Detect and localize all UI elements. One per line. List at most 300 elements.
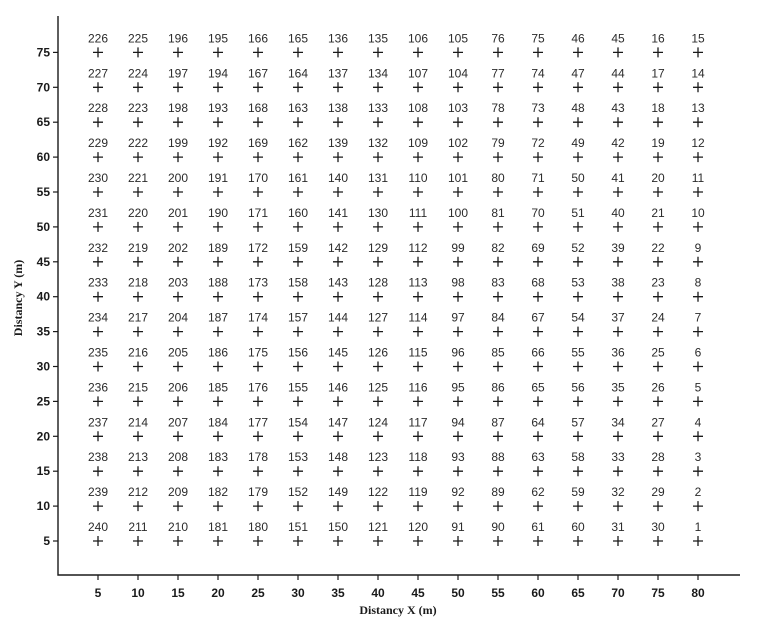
plot-point	[208, 450, 228, 476]
plot-point	[531, 485, 545, 511]
plus-marker	[373, 292, 383, 302]
plot-point	[368, 450, 388, 476]
plus-marker	[693, 187, 703, 197]
point-label: 191	[207, 171, 229, 185]
plot-point	[368, 346, 388, 372]
plus-marker	[453, 187, 463, 197]
point-label: 181	[207, 520, 229, 534]
point-label: 83	[491, 275, 505, 290]
plot-point	[88, 206, 108, 232]
point-label: 63	[531, 450, 545, 465]
plot-point	[288, 450, 308, 476]
plus-marker	[253, 536, 263, 546]
plus-marker	[213, 431, 223, 441]
plot-point	[368, 101, 388, 127]
plus-marker	[693, 292, 703, 302]
plot-point	[408, 311, 427, 337]
point-label: 202	[167, 240, 189, 255]
plus-marker	[653, 327, 663, 337]
plus-marker	[693, 152, 703, 162]
plot-point	[491, 136, 505, 162]
point-label: 116	[408, 380, 428, 395]
plot-point	[611, 485, 625, 511]
plus-marker	[333, 257, 343, 267]
point-label: 117	[408, 415, 428, 430]
plus-marker	[493, 466, 503, 476]
point-label: 101	[447, 171, 469, 185]
plus-marker	[133, 47, 143, 57]
plot-point	[208, 520, 228, 546]
y-axis-ticks	[37, 45, 58, 548]
point-label: 73	[531, 101, 545, 116]
point-label: 219	[127, 240, 149, 255]
plot-point	[408, 66, 428, 92]
plot-point	[88, 520, 108, 546]
plot-point	[368, 31, 388, 57]
plus-marker	[253, 501, 263, 511]
plus-marker	[293, 466, 303, 476]
plot-point	[248, 31, 268, 57]
plot-point	[651, 66, 665, 92]
plot-point	[491, 101, 505, 127]
plus-marker	[293, 292, 303, 302]
plus-marker	[373, 431, 383, 441]
point-label: 12	[691, 136, 705, 151]
plus-marker	[253, 396, 263, 406]
point-label: 8	[694, 275, 702, 290]
plus-marker	[333, 222, 343, 232]
point-label: 26	[651, 380, 665, 395]
plot-point	[128, 311, 148, 337]
plus-marker	[173, 82, 183, 92]
point-label: 192	[207, 136, 229, 151]
plot-point	[168, 136, 188, 162]
point-label: 69	[531, 240, 545, 255]
plus-marker	[453, 82, 463, 92]
plus-marker	[613, 117, 623, 127]
plot-point	[328, 31, 348, 57]
point-label: 47	[571, 66, 585, 81]
plot-point	[88, 346, 108, 372]
point-label: 57	[571, 415, 585, 430]
plot-point	[248, 485, 268, 511]
point-label: 110	[408, 171, 428, 185]
plus-marker	[173, 222, 183, 232]
plus-marker	[93, 431, 103, 441]
plot-point	[328, 171, 348, 197]
plus-marker	[693, 466, 703, 476]
plus-marker	[613, 536, 623, 546]
plot-point	[531, 241, 545, 267]
point-label: 24	[651, 310, 665, 325]
plot-point	[651, 171, 665, 197]
point-label: 130	[367, 205, 389, 220]
plus-marker	[93, 396, 103, 406]
point-label: 115	[408, 345, 428, 360]
plot-point	[208, 241, 228, 267]
plus-marker	[533, 187, 543, 197]
plus-marker	[573, 152, 583, 162]
y-tick-label: 40	[36, 289, 50, 304]
plus-marker	[653, 152, 663, 162]
point-label: 39	[611, 240, 625, 255]
plot-point	[328, 415, 348, 441]
plot-points	[88, 31, 705, 546]
point-label: 136	[327, 31, 349, 46]
point-label: 78	[491, 101, 505, 116]
plus-marker	[93, 47, 103, 57]
plus-marker	[533, 82, 543, 92]
plot-point	[451, 485, 465, 511]
plot-point	[408, 520, 428, 546]
plus-marker	[173, 396, 183, 406]
point-label: 54	[571, 310, 585, 325]
point-label: 65	[531, 380, 545, 395]
point-label: 193	[207, 101, 229, 116]
plus-marker	[453, 466, 463, 476]
plot-point	[531, 276, 545, 302]
point-label: 30	[651, 520, 665, 534]
plot-point	[693, 311, 703, 337]
point-label: 96	[451, 345, 465, 360]
plus-marker	[373, 257, 383, 267]
point-label: 106	[407, 31, 429, 46]
point-label: 118	[408, 450, 428, 465]
point-label: 153	[287, 450, 309, 465]
plus-marker	[573, 501, 583, 511]
plot-point	[368, 241, 388, 267]
plot-point	[571, 206, 585, 232]
point-label: 123	[367, 450, 389, 465]
point-label: 171	[247, 205, 269, 220]
plus-marker	[373, 466, 383, 476]
plus-marker	[133, 257, 143, 267]
point-label: 151	[287, 520, 309, 534]
plot-point	[88, 311, 108, 337]
plus-marker	[493, 257, 503, 267]
point-label: 184	[207, 415, 229, 430]
plot-point	[571, 171, 585, 197]
y-axis-title: Distancy Y (m)	[11, 259, 25, 337]
x-axis-title: Distancy X (m)	[359, 603, 437, 617]
plot-point	[611, 136, 625, 162]
point-label: 112	[408, 240, 428, 255]
point-label: 32	[611, 485, 625, 500]
point-label: 238	[87, 450, 109, 465]
plus-marker	[333, 362, 343, 372]
plus-marker	[293, 152, 303, 162]
plus-marker	[373, 501, 383, 511]
plus-marker	[693, 362, 703, 372]
plot-point	[611, 311, 625, 337]
plot-point	[651, 311, 665, 337]
point-label: 210	[167, 520, 189, 534]
x-tick-label: 30	[291, 586, 305, 600]
plus-marker	[533, 466, 543, 476]
plus-marker	[613, 152, 623, 162]
plus-marker	[653, 431, 663, 441]
plus-marker	[93, 501, 103, 511]
point-label: 195	[207, 31, 229, 46]
point-label: 52	[571, 240, 585, 255]
point-label: 183	[207, 450, 229, 465]
plus-marker	[573, 292, 583, 302]
plus-marker	[693, 501, 703, 511]
plot-point	[531, 415, 545, 441]
plot-point	[288, 31, 308, 57]
point-label: 79	[491, 136, 505, 151]
point-label: 48	[571, 101, 585, 116]
point-label: 150	[327, 520, 349, 534]
point-label: 77	[491, 66, 505, 81]
plus-marker	[453, 222, 463, 232]
plot-point	[571, 380, 585, 406]
plus-marker	[413, 327, 423, 337]
point-label: 70	[531, 205, 545, 220]
plot-point	[611, 66, 625, 92]
plot-point	[328, 241, 348, 267]
plot-point	[288, 520, 308, 546]
point-label: 222	[127, 136, 149, 151]
point-label: 95	[451, 380, 465, 395]
x-tick-label: 65	[571, 586, 585, 600]
plot-point	[208, 311, 228, 337]
plot-point	[368, 520, 388, 546]
plus-marker	[213, 501, 223, 511]
plus-marker	[533, 292, 543, 302]
point-label: 149	[327, 485, 349, 500]
plus-marker	[493, 82, 503, 92]
plot-point	[491, 346, 505, 372]
point-label: 131	[367, 171, 389, 185]
point-label: 205	[167, 345, 189, 360]
point-label: 19	[651, 136, 665, 151]
plot-point	[128, 241, 148, 267]
plus-marker	[333, 327, 343, 337]
point-label: 182	[207, 485, 229, 500]
plus-marker	[213, 82, 223, 92]
point-label: 59	[571, 485, 585, 500]
plot-point	[651, 520, 665, 546]
plot-point	[88, 136, 108, 162]
point-label: 53	[571, 275, 585, 290]
plus-marker	[293, 47, 303, 57]
plot-point	[88, 31, 108, 57]
plus-marker	[493, 362, 503, 372]
point-label: 9	[694, 240, 702, 255]
plus-marker	[613, 431, 623, 441]
x-tick-label: 45	[411, 586, 425, 600]
point-label: 155	[287, 380, 309, 395]
point-label: 124	[367, 415, 389, 430]
plus-marker	[573, 222, 583, 232]
plot-point	[693, 520, 703, 546]
plot-point	[448, 66, 468, 92]
plot-point	[531, 31, 545, 57]
plot-point	[611, 101, 625, 127]
plot-point	[128, 276, 148, 302]
plot-point	[208, 415, 228, 441]
plot-point	[451, 346, 465, 372]
plus-marker	[293, 501, 303, 511]
point-label: 164	[287, 66, 309, 81]
plot-point	[651, 101, 665, 127]
plus-marker	[693, 82, 703, 92]
point-label: 174	[247, 310, 269, 325]
plot-point	[408, 450, 427, 476]
plus-marker	[653, 396, 663, 406]
point-label: 45	[611, 31, 625, 46]
point-label: 156	[287, 345, 309, 360]
point-label: 34	[611, 415, 625, 430]
chart-axes	[58, 16, 740, 575]
plus-marker	[573, 327, 583, 337]
plot-point	[571, 66, 585, 92]
plus-marker	[173, 292, 183, 302]
point-label: 35	[611, 380, 625, 395]
plus-marker	[653, 501, 663, 511]
plus-marker	[453, 536, 463, 546]
plot-point	[168, 415, 188, 441]
plus-marker	[293, 117, 303, 127]
plus-marker	[413, 82, 423, 92]
plot-point	[248, 241, 268, 267]
point-label: 139	[327, 136, 349, 151]
plot-point	[531, 206, 545, 232]
plus-marker	[93, 536, 103, 546]
plot-point	[168, 485, 188, 511]
plot-point	[448, 136, 468, 162]
plot-point	[451, 415, 465, 441]
point-label: 232	[87, 240, 109, 255]
plot-point	[691, 31, 705, 57]
plot-point	[328, 206, 348, 232]
point-label: 111	[408, 205, 428, 220]
plus-marker	[573, 82, 583, 92]
point-label: 74	[531, 66, 545, 81]
point-label: 33	[611, 450, 625, 465]
point-label: 128	[367, 275, 389, 290]
plus-marker	[413, 396, 423, 406]
plot-point	[208, 66, 228, 92]
plus-marker	[373, 117, 383, 127]
point-label: 75	[531, 31, 545, 46]
point-label: 147	[327, 415, 349, 430]
point-label: 235	[87, 345, 109, 360]
point-label: 221	[127, 171, 149, 185]
plot-point	[571, 101, 585, 127]
point-label: 38	[611, 275, 625, 290]
plus-marker	[253, 117, 263, 127]
plus-marker	[573, 536, 583, 546]
plus-marker	[453, 257, 463, 267]
plus-marker	[133, 466, 143, 476]
point-label: 98	[451, 275, 465, 290]
plot-point	[408, 346, 427, 372]
y-tick-label: 65	[36, 115, 50, 130]
point-label: 236	[87, 380, 109, 395]
plot-point	[168, 311, 188, 337]
point-label: 103	[447, 101, 469, 116]
plus-marker	[373, 222, 383, 232]
point-label: 141	[327, 205, 349, 220]
plus-marker	[333, 292, 343, 302]
point-label: 14	[691, 66, 705, 81]
plus-marker	[453, 117, 463, 127]
plot-point	[448, 101, 468, 127]
plot-point	[88, 66, 108, 92]
plot-point	[288, 66, 308, 92]
plus-marker	[253, 362, 263, 372]
plus-marker	[573, 362, 583, 372]
plot-point	[491, 450, 505, 476]
point-label: 148	[327, 450, 349, 465]
plus-marker	[693, 117, 703, 127]
plot-point	[88, 276, 108, 302]
plus-marker	[533, 222, 543, 232]
point-label: 212	[127, 485, 149, 500]
plus-marker	[693, 431, 703, 441]
plus-marker	[133, 292, 143, 302]
plot-point	[693, 450, 703, 476]
point-label: 80	[491, 171, 505, 185]
plot-point	[693, 241, 703, 267]
y-tick-label: 20	[36, 429, 50, 444]
point-label: 92	[451, 485, 465, 500]
axis-frame	[58, 16, 740, 575]
plus-marker	[693, 327, 703, 337]
plus-marker	[213, 536, 223, 546]
point-label: 168	[247, 101, 269, 116]
point-label: 142	[327, 240, 349, 255]
plus-marker	[253, 292, 263, 302]
plus-marker	[333, 187, 343, 197]
point-label: 71	[531, 171, 545, 185]
point-label: 121	[367, 520, 389, 534]
plus-marker	[253, 47, 263, 57]
plus-marker	[293, 257, 303, 267]
plus-marker	[493, 501, 503, 511]
point-label: 91	[451, 520, 465, 534]
x-tick-label: 25	[251, 586, 265, 600]
y-tick-label: 35	[36, 324, 50, 339]
point-label: 225	[127, 31, 149, 46]
plot-point	[408, 136, 428, 162]
plot-point	[328, 485, 348, 511]
y-tick-label: 45	[36, 254, 50, 269]
plus-marker	[493, 222, 503, 232]
plot-point	[208, 380, 228, 406]
plus-marker	[333, 466, 343, 476]
point-label: 3	[694, 450, 702, 465]
point-label: 133	[367, 101, 389, 116]
plot-point	[531, 450, 545, 476]
plus-marker	[173, 117, 183, 127]
plus-marker	[453, 292, 463, 302]
plus-marker	[493, 292, 503, 302]
plus-marker	[413, 117, 423, 127]
point-label: 107	[407, 66, 429, 81]
point-label: 217	[127, 310, 149, 325]
plus-marker	[373, 362, 383, 372]
point-label: 152	[287, 485, 309, 500]
point-label: 163	[287, 101, 309, 116]
plot-point	[571, 241, 585, 267]
plot-point	[611, 380, 625, 406]
plus-marker	[413, 536, 423, 546]
plot-point	[571, 346, 585, 372]
plot-point	[88, 171, 108, 197]
